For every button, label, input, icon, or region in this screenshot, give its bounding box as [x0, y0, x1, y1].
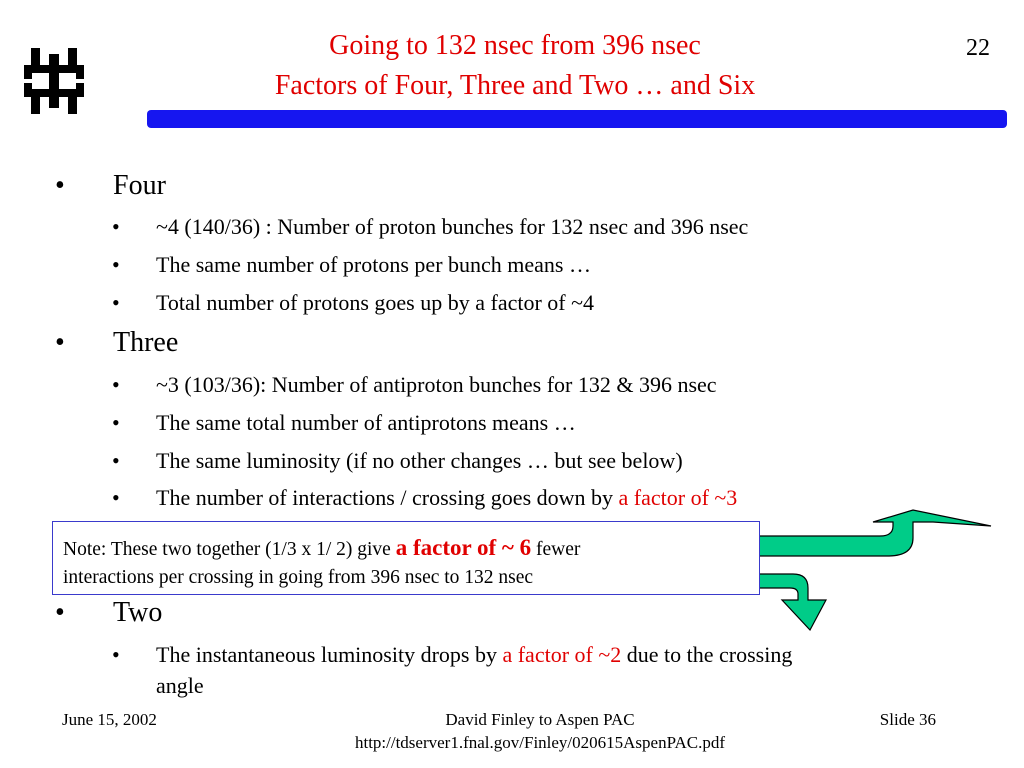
bullet-dot: • [112, 252, 120, 277]
bullet-label: Three [113, 327, 179, 358]
bullet-dot: • [55, 597, 65, 628]
list-item [0, 642, 1024, 670]
list-item-text [156, 485, 737, 511]
bullet-label: Two [113, 597, 163, 628]
factor-two-highlight: a factor of ~2 [502, 642, 622, 667]
bullet-label: Four [113, 170, 166, 201]
curved-arrow-up-icon [752, 510, 991, 556]
bullet-two [0, 597, 1024, 631]
bullet-three [0, 327, 1024, 361]
list-item [0, 290, 1024, 318]
list-item-text-suffix: due to the crossing [621, 642, 793, 667]
slide-title-line2: Factors of Four, Three and Two … and Six [274, 70, 756, 101]
slide-number: 22 [966, 35, 990, 61]
list-item [0, 372, 1024, 400]
factor-six-highlight: a factor of ~ 6 [395, 535, 532, 560]
note-line1 [63, 534, 759, 564]
bullet-dot: • [55, 170, 65, 201]
list-item-text-prefix: The number of interactions / crossing goes down by [156, 485, 619, 510]
fermilab-logo-icon [22, 46, 86, 116]
list-item [0, 214, 1024, 242]
bullet-dot: • [112, 214, 120, 239]
list-item-text-prefix: The instantaneous luminosity drops by [156, 642, 503, 667]
note-box [52, 521, 760, 595]
bullet-dot: • [112, 485, 120, 510]
list-item-continuation: angle [156, 673, 204, 698]
note-prefix: Note: These two together (1/3 x 1/ 2) give [63, 539, 396, 560]
bullet-dot: • [112, 448, 120, 473]
footer-author: David Finley to Aspen PAC [445, 710, 635, 729]
list-item-text: ~4 (140/36) : Number of proton bunches for 132 nsec and 396 nsec [156, 214, 749, 239]
footer-url[interactable]: http://tdserver1.fnal.gov/Finley/020615AspenPAC.pdf [354, 733, 726, 752]
list-item-text: Total number of protons goes up by a factor of ~4 [156, 290, 595, 315]
bullet-dot: • [112, 410, 120, 435]
list-item-text: The same total number of antiprotons means … [156, 410, 576, 435]
bullet-dot: • [112, 290, 120, 315]
list-item [0, 252, 1024, 280]
bullet-dot: • [112, 372, 120, 397]
list-item [0, 410, 1024, 438]
bullet-four [0, 170, 1024, 204]
list-item-text: The same number of protons per bunch means … [156, 252, 591, 277]
bullet-dot: • [112, 642, 120, 667]
note-line2: interactions per crossing in going from 396 nsec to 132 nsec [63, 567, 534, 588]
factor-three-highlight: a factor of ~3 [618, 485, 738, 510]
footer-date: June 15, 2002 [62, 710, 157, 729]
footer-slide-label: Slide 36 [879, 710, 936, 729]
bullet-dot: • [55, 327, 65, 358]
list-item-text: The same luminosity (if no other changes … but see below) [156, 448, 683, 473]
list-item-text: ~3 (103/36): Number of antiproton bunches for 132 & 396 nsec [156, 372, 717, 397]
note-suffix: fewer [531, 539, 581, 560]
list-item-text [156, 642, 792, 668]
slide-title-line1: Going to 132 nsec from 396 nsec [329, 30, 701, 61]
list-item [0, 448, 1024, 476]
title-underline-bar [147, 110, 1007, 128]
